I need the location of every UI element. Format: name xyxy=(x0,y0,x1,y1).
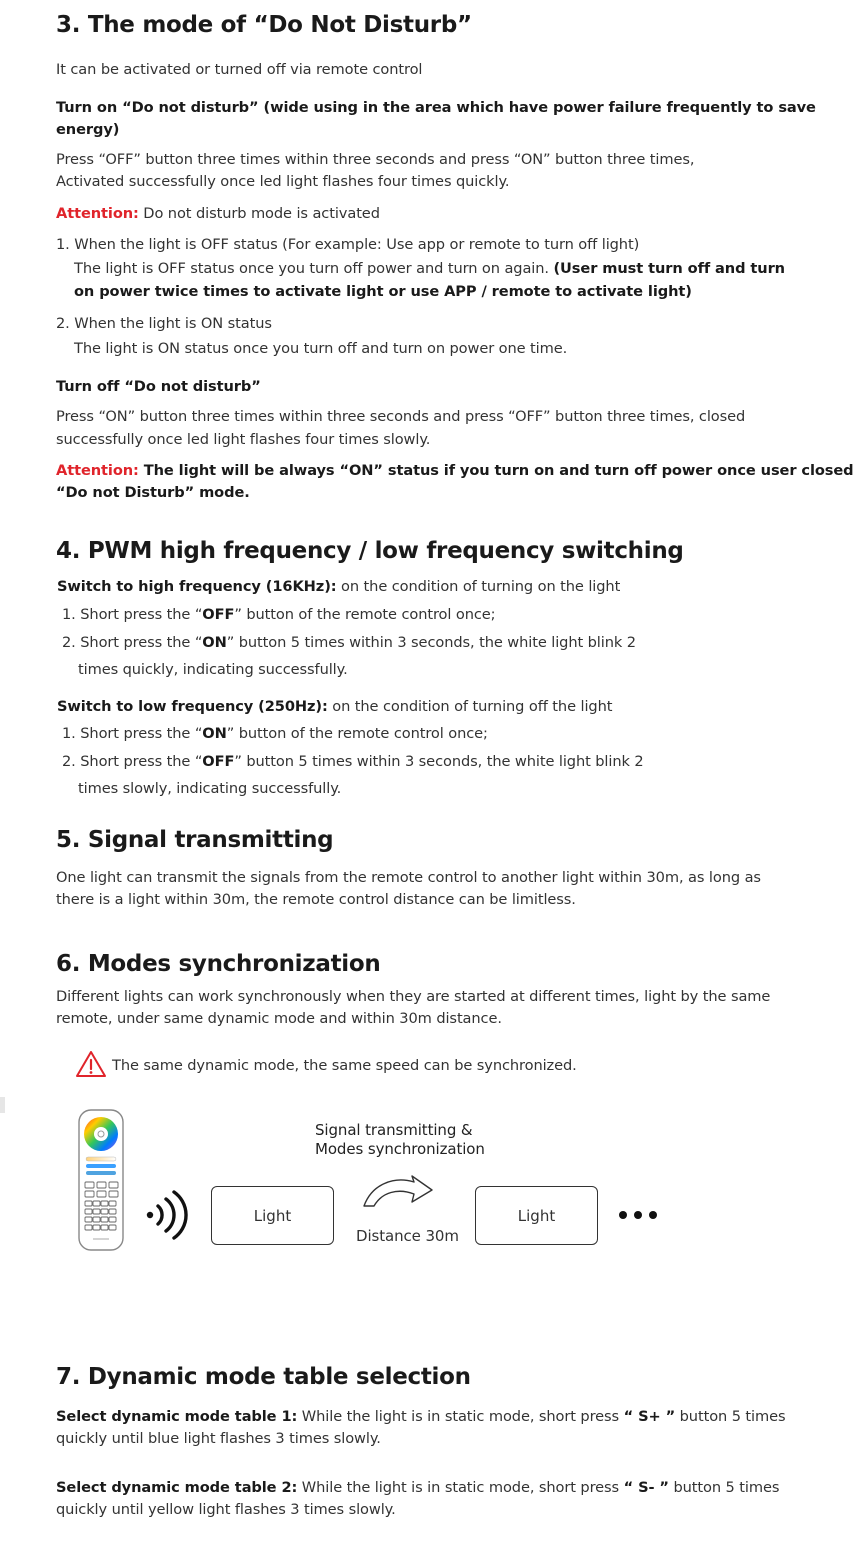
mode-table-2-text: While the light is in static mode, short press xyxy=(297,1479,624,1496)
step-key: OFF xyxy=(202,606,235,623)
mode-table-1-text: button 5 times xyxy=(675,1408,786,1425)
turn-on-heading: Turn on “Do not disturb” (wide using in the area which have power failure frequently to save xyxy=(56,99,816,116)
turn-on-desc-cont: Activated successfully once led light flashes four times quickly. xyxy=(56,173,510,190)
diagram-caption: Signal transmitting & xyxy=(315,1121,473,1139)
wireless-signal-icon xyxy=(144,1188,190,1242)
low-step-1 xyxy=(62,723,488,746)
low-step-2-cont: times slowly, indicating successfully. xyxy=(78,780,342,797)
turn-on-desc: Press “OFF” button three times within three seconds and press “ON” button three times, xyxy=(56,151,695,168)
list-item-2: 2. When the light is ON status xyxy=(56,315,272,332)
distance-label: Distance 30m xyxy=(356,1227,459,1245)
high-frequency-label: Switch to high frequency (16KHz): xyxy=(57,578,337,595)
mode-table-2-text: button 5 times xyxy=(668,1479,780,1496)
section-6-desc-cont: remote, under same dynamic mode and within 30m distance. xyxy=(56,1010,502,1027)
turn-on-heading-cont: energy) xyxy=(56,121,120,138)
attention-note-2-cont: “Do not Disturb” mode. xyxy=(56,484,250,501)
step-text: 2. Short press the “ xyxy=(62,753,203,770)
attention-text: The light will be always “ON” status if you turn on and turn off power once user closed xyxy=(138,462,854,479)
light-box-2: Light xyxy=(475,1186,598,1245)
page-edge-mark xyxy=(0,1097,5,1113)
list-item-1-bold: (User must turn off and turn xyxy=(553,260,785,277)
sync-warning-text: The same dynamic mode, the same speed can be synchronized. xyxy=(112,1057,577,1074)
step-text: ” button 5 times within 3 seconds, the white light blink 2 xyxy=(226,634,636,651)
warning-triangle-icon xyxy=(75,1050,107,1078)
turn-off-desc: Press “ON” button three times within three seconds and press “OFF” button three times, closed xyxy=(56,408,746,425)
section-6-desc: Different lights can work synchronously when they are started at different times, light by the same xyxy=(56,988,771,1005)
attention-text: Do not disturb mode is activated xyxy=(138,205,380,222)
step-key: ON xyxy=(202,725,227,742)
section-5-title: 5. Signal transmitting xyxy=(56,827,334,853)
step-text: ” button of the remote control once; xyxy=(226,725,488,742)
mode-table-1-text: While the light is in static mode, short press xyxy=(297,1408,624,1425)
section-3-title: 3. The mode of “Do Not Disturb” xyxy=(56,12,472,38)
low-frequency-label: Switch to low frequency (250Hz): xyxy=(57,698,328,715)
remote-control-icon xyxy=(75,1108,127,1252)
step-text: 1. Short press the “ xyxy=(62,725,203,742)
mode-table-1-cont: quickly until blue light flashes 3 times slowly. xyxy=(56,1430,381,1447)
step-text: ” button of the remote control once; xyxy=(234,606,496,623)
low-step-2 xyxy=(62,751,644,774)
mode-table-1-label: Select dynamic mode table 1: xyxy=(56,1408,298,1425)
attention-label: Attention: xyxy=(56,205,139,222)
list-item-1-detail xyxy=(74,258,785,281)
list-item-1: 1. When the light is OFF status (For example: Use app or remote to turn off light) xyxy=(56,236,640,253)
list-item-1-bold-cont: on power twice times to activate light or use APP / remote to activate light) xyxy=(74,283,692,300)
step-text: 2. Short press the “ xyxy=(62,634,203,651)
low-frequency-line xyxy=(57,696,612,719)
curved-arrow-icon xyxy=(360,1172,440,1210)
s-plus-key: “ S+ ” xyxy=(623,1408,676,1425)
step-text: ” button 5 times within 3 seconds, the white light blink 2 xyxy=(234,753,644,770)
ellipsis-dot xyxy=(634,1211,642,1219)
section-6-title: 6. Modes synchronization xyxy=(56,951,381,977)
attention-note-1 xyxy=(56,203,380,226)
section-4-title: 4. PWM high frequency / low frequency switching xyxy=(56,538,684,564)
step-text: 1. Short press the “ xyxy=(62,606,203,623)
ellipsis-dot xyxy=(649,1211,657,1219)
step-key: OFF xyxy=(202,753,235,770)
attention-label: Attention: xyxy=(56,462,139,479)
high-frequency-condition: on the condition of turning on the light xyxy=(336,578,621,595)
diagram-caption-cont: Modes synchronization xyxy=(315,1140,485,1158)
mode-table-1-line xyxy=(56,1406,786,1429)
s-minus-key: “ S- ” xyxy=(623,1479,669,1496)
section-7-title: 7. Dynamic mode table selection xyxy=(56,1364,471,1390)
step-key: ON xyxy=(202,634,227,651)
ellipsis-dot xyxy=(619,1211,627,1219)
list-item-1-normal: The light is OFF status once you turn off power and turn on again. xyxy=(74,260,554,277)
mode-table-2-cont: quickly until yellow light flashes 3 times slowly. xyxy=(56,1501,396,1518)
mode-table-2-line xyxy=(56,1477,779,1500)
attention-note-2 xyxy=(56,460,854,483)
mode-table-2-label: Select dynamic mode table 2: xyxy=(56,1479,298,1496)
high-step-2 xyxy=(62,632,636,655)
high-step-2-cont: times quickly, indicating successfully. xyxy=(78,661,348,678)
light-box-1: Light xyxy=(211,1186,334,1245)
section-5-desc-cont: there is a light within 30m, the remote control distance can be limitless. xyxy=(56,891,576,908)
high-step-1 xyxy=(62,604,495,627)
low-frequency-condition: on the condition of turning off the light xyxy=(327,698,613,715)
turn-off-heading: Turn off “Do not disturb” xyxy=(56,378,261,395)
turn-off-desc-cont: successfully once led light flashes four times slowly. xyxy=(56,431,431,448)
section-3-intro: It can be activated or turned off via remote control xyxy=(56,61,423,78)
high-frequency-line xyxy=(57,576,620,599)
section-5-desc: One light can transmit the signals from the remote control to another light within 30m, as long as xyxy=(56,869,761,886)
list-item-2-detail: The light is ON status once you turn off and turn on power one time. xyxy=(74,340,568,357)
